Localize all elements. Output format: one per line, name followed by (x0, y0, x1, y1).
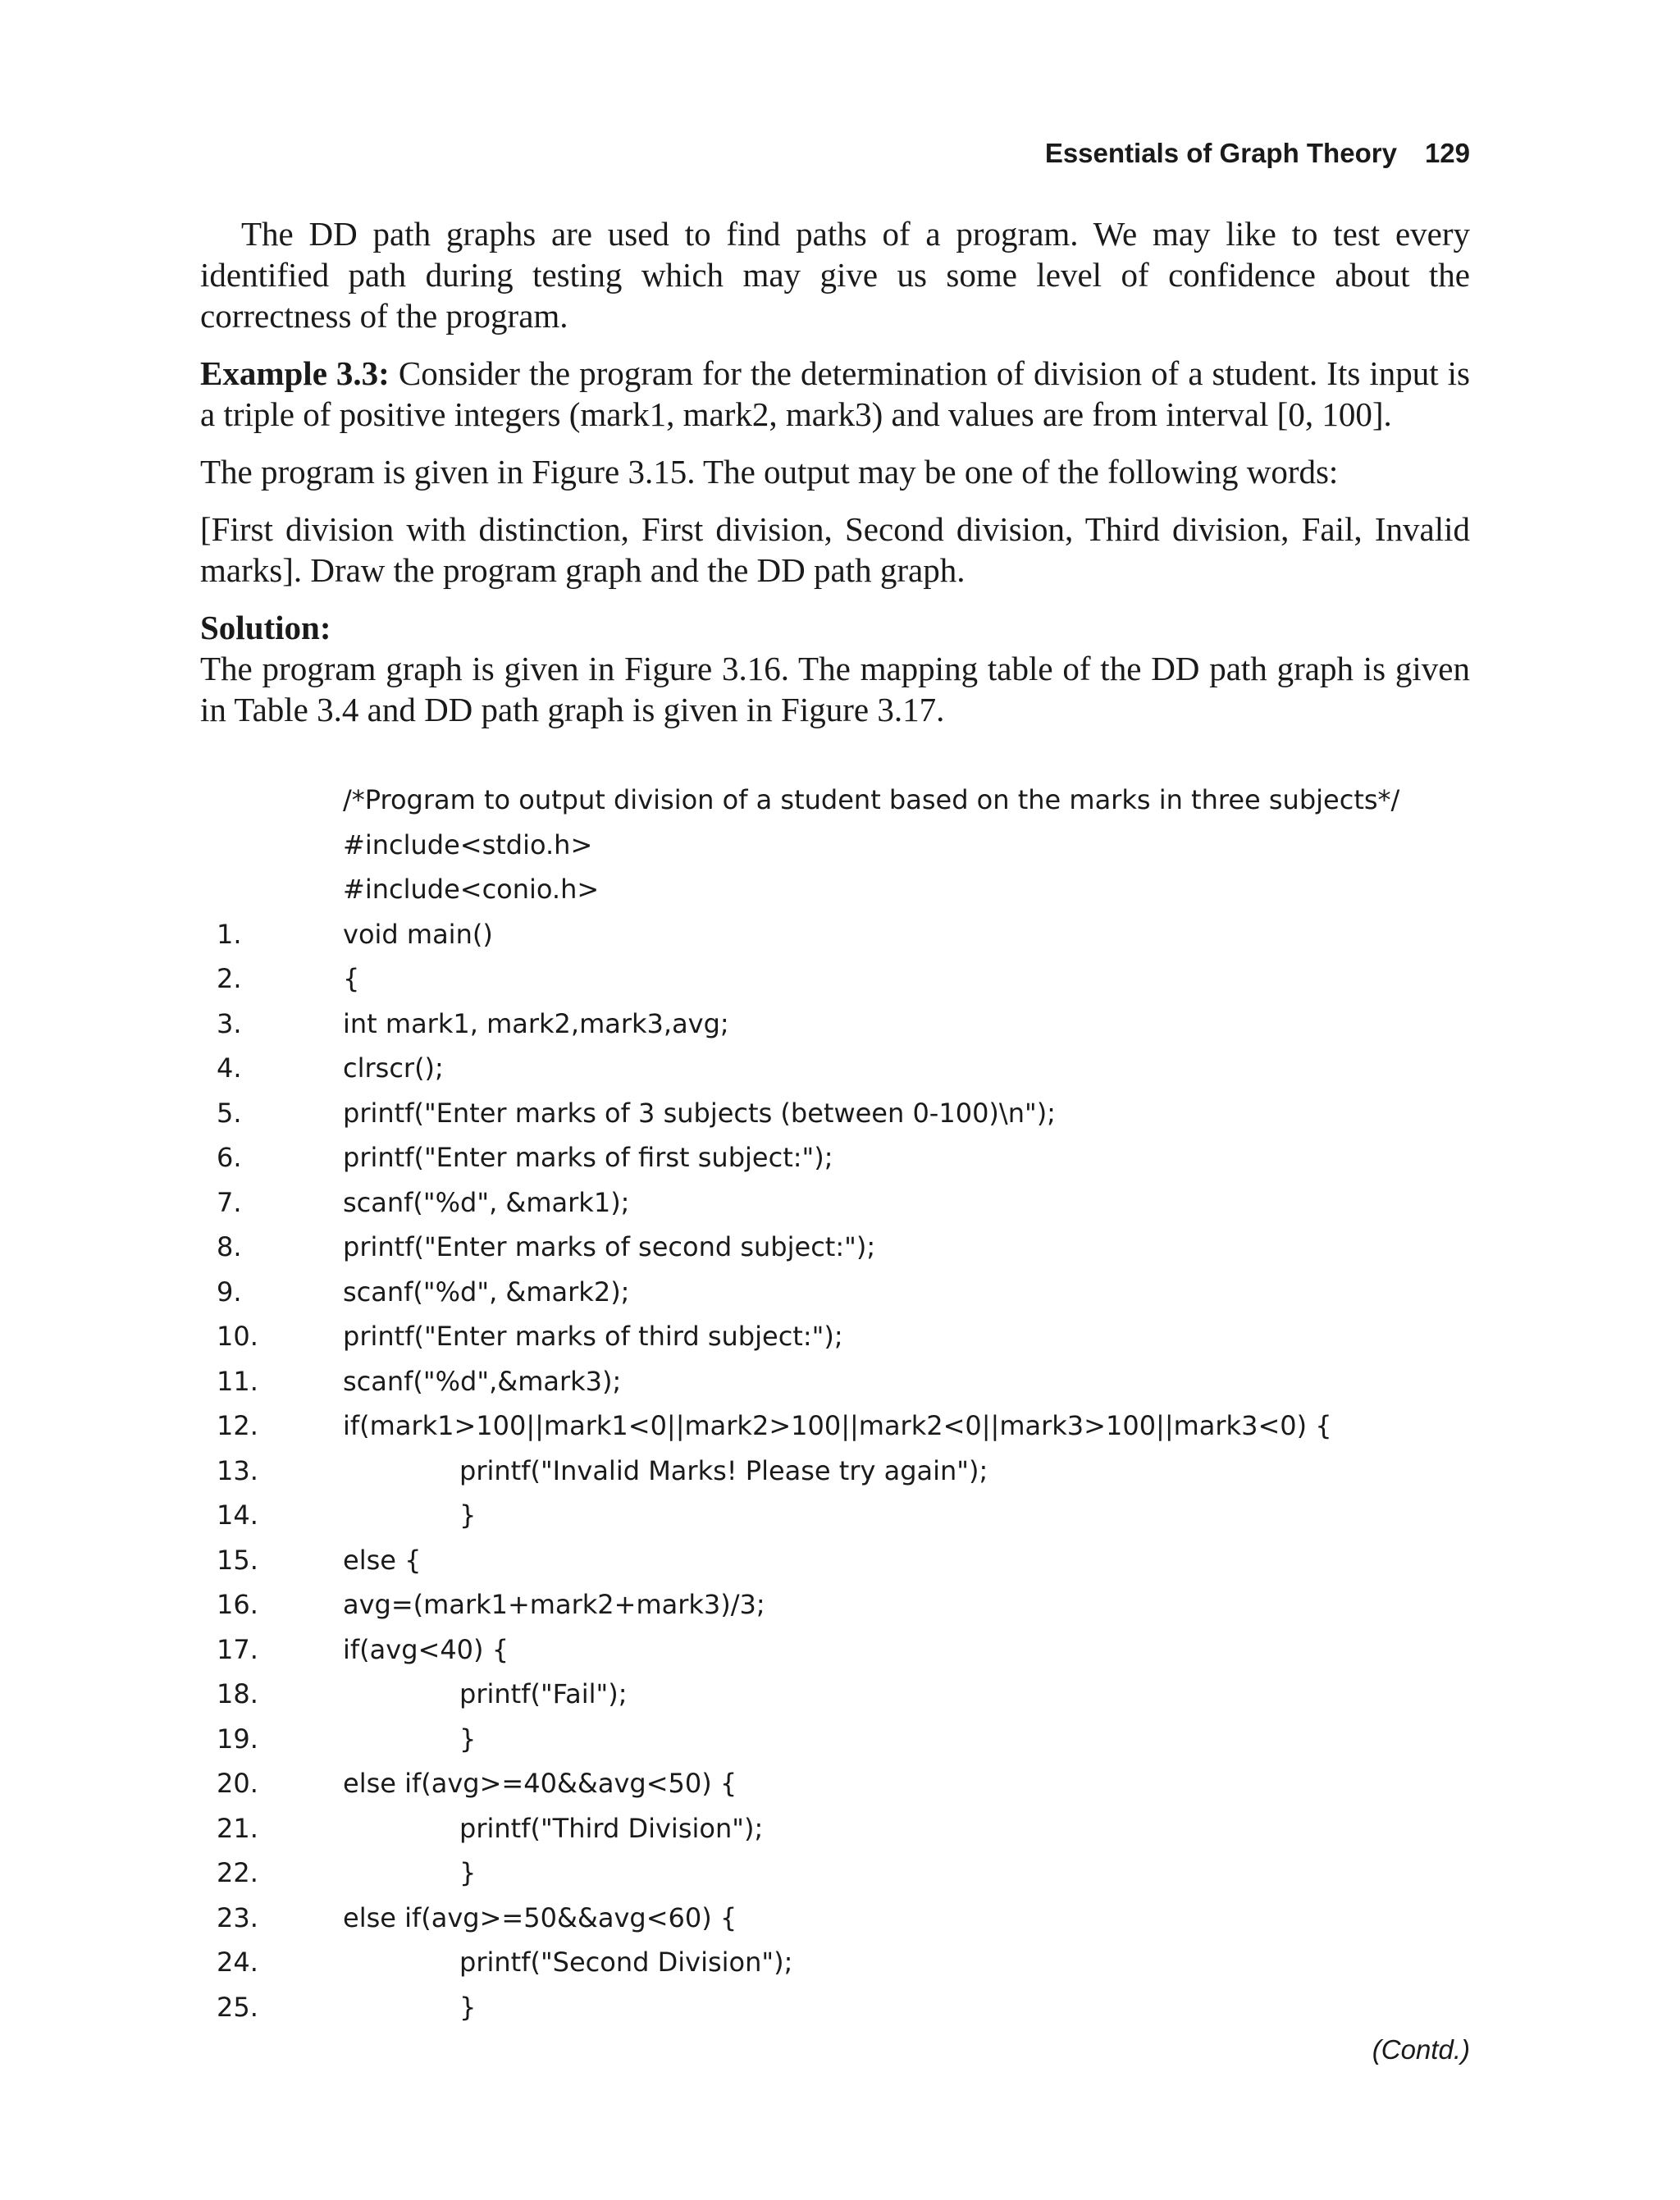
line-number: 19. (217, 1723, 258, 1755)
code-text: scanf("%d", &mark2); (343, 1276, 630, 1308)
line-number: 21. (217, 1812, 258, 1844)
code-text: printf("Enter marks of first subject:"); (343, 1142, 833, 1173)
line-number: 18. (217, 1678, 258, 1709)
code-text: else if(avg>=50&&avg<60) { (343, 1901, 737, 1933)
code-line (200, 912, 1470, 957)
code-line (200, 1046, 1470, 1091)
code-line (200, 1359, 1470, 1404)
code-text: else { (343, 1544, 422, 1576)
example-label: Example 3.3: (200, 354, 390, 392)
code-line (200, 1672, 1470, 1717)
code-listing (200, 778, 1470, 2029)
line-number: 14. (217, 1499, 258, 1531)
line-number: 20. (217, 1768, 258, 1799)
code-text: int mark1, mark2,mark3,avg; (343, 1007, 729, 1039)
code-line (200, 1538, 1470, 1583)
line-number: 22. (217, 1857, 258, 1888)
code-text: /*Program to output division of a student based on the marks in three subjects*/ (343, 784, 1400, 815)
line-number: 15. (217, 1544, 258, 1576)
code-text: } (459, 1499, 477, 1531)
code-line (200, 1091, 1470, 1136)
code-text: if(mark1>100||mark1<0||mark2>100||mark2<0||mark3>100||mark3<0) { (343, 1410, 1332, 1441)
code-line (200, 1717, 1470, 1762)
code-text: scanf("%d",&mark3); (343, 1365, 622, 1397)
line-number: 11. (217, 1365, 258, 1397)
line-number: 7. (217, 1186, 242, 1218)
line-number: 2. (217, 963, 242, 994)
line-number: 23. (217, 1901, 258, 1933)
solution-paragraph: The program graph is given in Figure 3.16. The mapping table of the DD path graph is given in Table 3.4 and DD path graph is given in Figure 3.17. (200, 650, 1470, 728)
code-line (200, 956, 1470, 1002)
code-text: { (343, 963, 360, 994)
line-number: 4. (217, 1052, 242, 1084)
running-header (1045, 138, 1470, 169)
intro-paragraph: The DD path graphs are used to find paths of a program. We may like to test every identified path during testing which may give us some level of confidence about the correctness of the program. (200, 215, 1470, 335)
code-text: printf("Third Division"); (459, 1812, 764, 1844)
code-line (200, 1002, 1470, 1047)
code-text: printf("Fail"); (459, 1678, 628, 1709)
line-number: 6. (217, 1142, 242, 1173)
line-number: 13. (217, 1454, 258, 1486)
code-line (200, 1314, 1470, 1359)
code-line (200, 1806, 1470, 1851)
code-text: } (459, 1857, 477, 1888)
code-text: #include<stdio.h> (343, 828, 593, 860)
code-line (200, 1761, 1470, 1806)
line-number: 10. (217, 1321, 258, 1352)
code-text: else if(avg>=40&&avg<50) { (343, 1768, 737, 1799)
code-text: if(avg<40) { (343, 1633, 509, 1665)
code-line (200, 1851, 1470, 1896)
code-line (200, 1225, 1470, 1270)
code-text: scanf("%d", &mark1); (343, 1186, 630, 1218)
program-given-paragraph: The program is given in Figure 3.15. The output may be one of the following words: (200, 453, 1339, 491)
line-number: 12. (217, 1410, 258, 1441)
code-text: void main() (343, 918, 493, 950)
code-line (200, 823, 1470, 868)
code-text: } (459, 1723, 477, 1755)
line-number: 5. (217, 1097, 242, 1129)
code-line (200, 1985, 1470, 2030)
code-text: } (459, 1991, 477, 2023)
code-line (200, 867, 1470, 912)
code-text: printf("Enter marks of second subject:"); (343, 1231, 876, 1262)
line-number: 1. (217, 918, 242, 950)
line-number: 24. (217, 1947, 258, 1978)
line-number: 16. (217, 1589, 258, 1620)
code-line (200, 1270, 1470, 1315)
line-number: 25. (217, 1991, 258, 2023)
code-text: printf("Enter marks of third subject:"); (343, 1321, 843, 1352)
code-text: printf("Second Division"); (459, 1947, 793, 1978)
body-text (200, 213, 1470, 746)
code-text: clrscr(); (343, 1052, 444, 1084)
outputs-paragraph: [First division with distinction, First division, Second division, Third division, Fail, Invalid marks]. Draw the program graph and the DD path graph. (200, 510, 1470, 589)
code-line (200, 1135, 1470, 1180)
solution-heading: Solution: (200, 609, 331, 646)
line-number: 9. (217, 1276, 242, 1308)
code-line (200, 778, 1470, 823)
code-text: #include<conio.h> (343, 874, 600, 905)
line-number: 17. (217, 1633, 258, 1665)
code-line (200, 1180, 1470, 1226)
code-line (200, 1582, 1470, 1627)
example-text: Consider the program for the determination of division of a student. Its input is a triple of positive integers (mark1, mark2, mark3) and values are from interval [0, 100]. (200, 354, 1471, 433)
code-text: avg=(mark1+mark2+mark3)/3; (343, 1589, 765, 1620)
line-number: 8. (217, 1231, 242, 1262)
page-number: 129 (1424, 138, 1470, 168)
code-line (200, 1449, 1470, 1494)
line-number: 3. (217, 1007, 242, 1039)
code-line (200, 1493, 1470, 1538)
code-text: printf("Invalid Marks! Please try again"); (459, 1454, 988, 1486)
code-line (200, 1404, 1470, 1449)
code-text: printf("Enter marks of 3 subjects (between 0-100)\n"); (343, 1097, 1056, 1129)
code-line (200, 1627, 1470, 1673)
header-title: Essentials of Graph Theory (1044, 138, 1397, 168)
continued-note: (Contd.) (1372, 2034, 1470, 2065)
code-line (200, 1940, 1470, 1985)
code-line (200, 1896, 1470, 1941)
example-paragraph (200, 353, 1470, 435)
